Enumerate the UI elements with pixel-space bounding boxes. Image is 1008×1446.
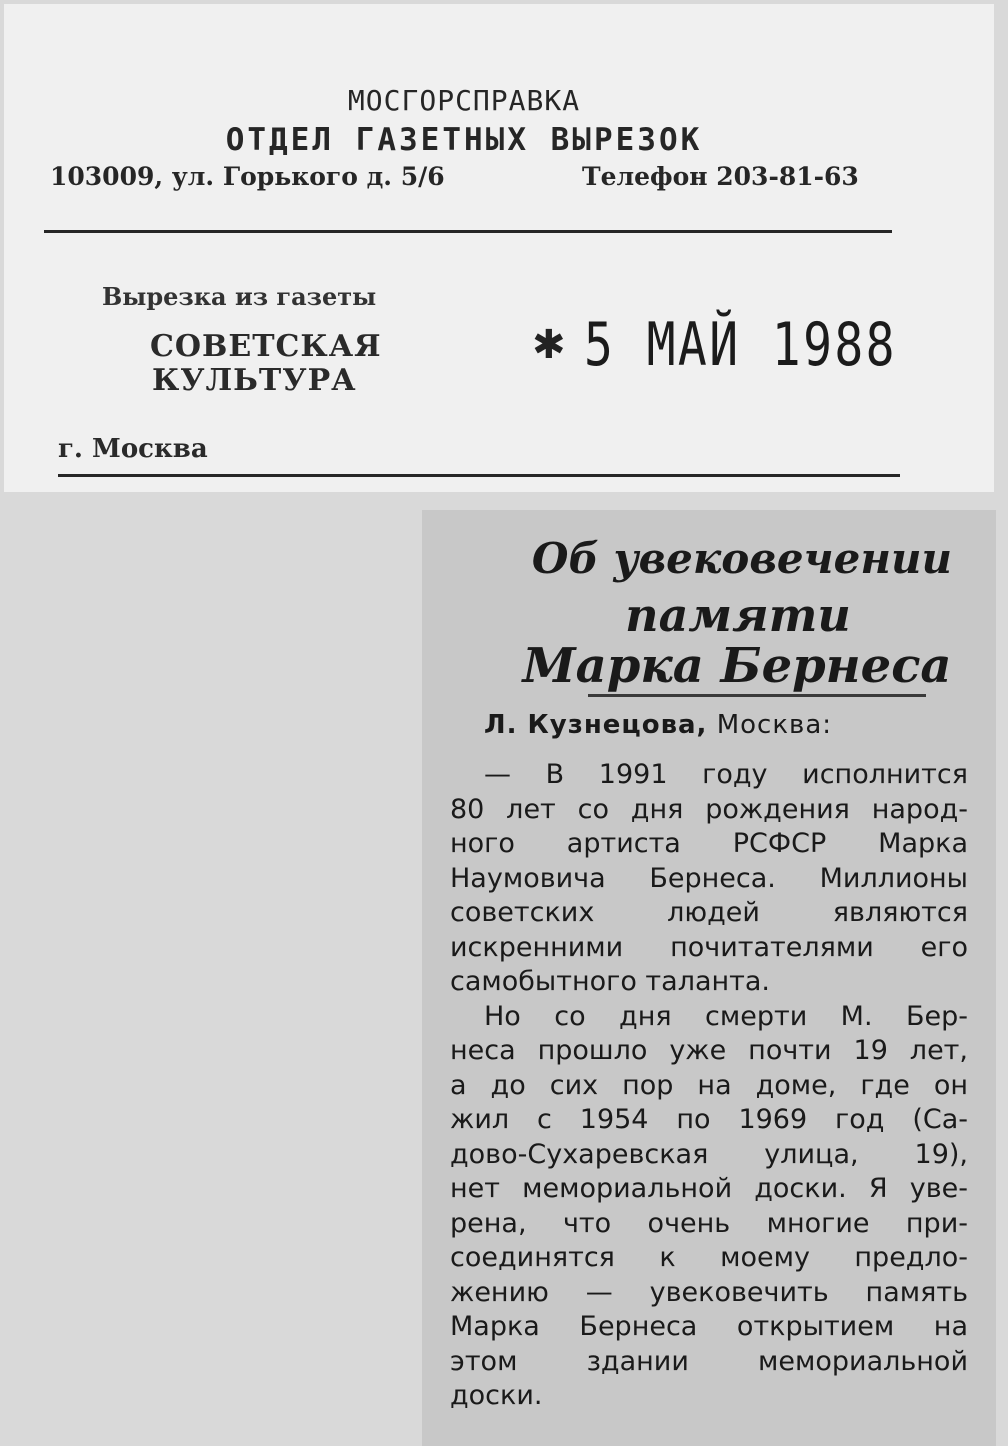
date-stamp-text: 5 МАЙ 1988: [584, 310, 897, 380]
newspaper-name-line2: КУЛЬТУРА: [152, 363, 357, 398]
body-line: искренними почитателями его: [450, 931, 968, 963]
city-label: г. Москва: [58, 434, 208, 464]
body-line: самобытного таланта.: [450, 966, 771, 997]
department-name: ОТДЕЛ ГАЗЕТНЫХ ВЫРЕЗОК: [225, 122, 703, 158]
article-title-line1: Об увековечении: [531, 534, 953, 583]
byline: [484, 710, 832, 740]
newspaper-name-line1: СОВЕТСКАЯ: [150, 329, 382, 364]
body-line: Марка Бернеса открытием на: [450, 1311, 968, 1342]
body-line: неса прошло уже почти 19 лет,: [450, 1035, 968, 1066]
header-divider: [44, 230, 892, 233]
footer-divider: [58, 474, 900, 477]
body-line: жил с 1954 по 1969 год (Са-: [450, 1104, 968, 1135]
body-line: дово-Сухаревская улица, 19),: [450, 1138, 968, 1170]
body-line: этом здании мемориальной: [450, 1345, 968, 1377]
date-stamp: [584, 310, 975, 380]
body-line: рена, что очень многие при-: [450, 1207, 968, 1239]
star-stamp-icon: ✱: [532, 322, 566, 368]
body-line: жению — увековечить память: [450, 1276, 968, 1308]
body-line: — В 1991 году исполнится: [484, 759, 968, 790]
body-line: соединятся к моему предло-: [450, 1242, 968, 1273]
article-clipping: [422, 510, 996, 1446]
address: 103009, ул. Горького д. 5/6: [50, 162, 445, 191]
body-line: ного артиста РСФСР Марка: [450, 828, 968, 859]
title-underline: [588, 694, 926, 697]
phone: Телефон 203-81-63: [582, 162, 859, 191]
body-line: а до сих пор на доме, где он: [450, 1069, 968, 1101]
article-title-line2: памяти: [625, 588, 851, 642]
author-city: Москва:: [716, 710, 833, 740]
newspaper-name: [150, 330, 382, 398]
header-card: [4, 4, 994, 492]
author-name: Л. Кузнецова,: [484, 710, 708, 740]
body-line: советских людей являются: [450, 897, 968, 928]
body-line: нет мемориальной доски. Я уве-: [450, 1173, 968, 1204]
body-line: Но со дня смерти М. Бер-: [484, 1000, 968, 1032]
body-line: 80 лет со дня рождения народ-: [450, 793, 968, 825]
clip-from-label: Вырезка из газеты: [102, 282, 377, 311]
body-line: доски.: [450, 1380, 543, 1411]
org-name: МОСГОРСПРАВКА: [347, 84, 581, 117]
article-body: [450, 758, 968, 1414]
body-line: Наумовича Бернеса. Миллионы: [450, 862, 968, 894]
article-title-line3: Марка Бернеса: [522, 638, 952, 694]
